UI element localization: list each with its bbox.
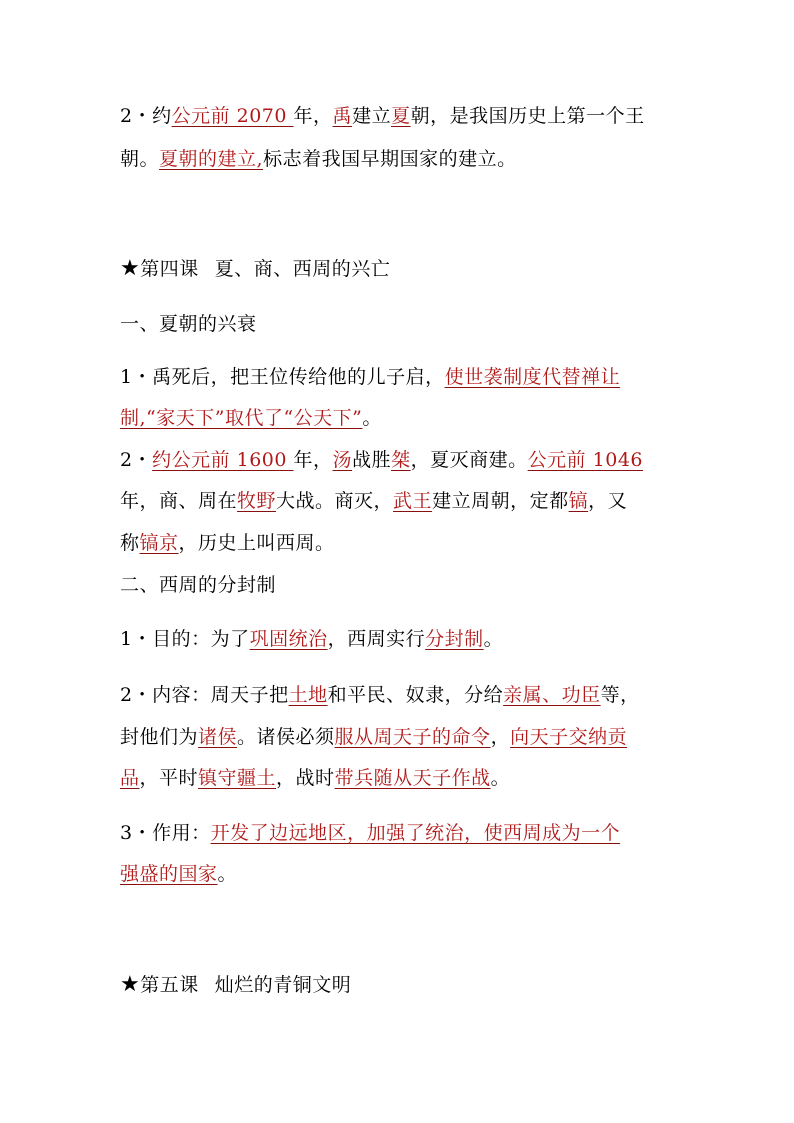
answer-fill: 制,“家天下”取代了“公天下” <box>120 407 363 429</box>
item-text: 年，商、周在 <box>120 490 238 512</box>
item-text: 。 <box>217 863 238 885</box>
answer-fill: 镐 <box>568 490 589 512</box>
p1-item2-line2 <box>120 488 690 514</box>
answer-fill: 武王 <box>393 490 433 512</box>
answer-fill: 夏朝的建立, <box>159 148 264 170</box>
answer-fill: 镐京 <box>139 532 179 554</box>
p1-item2-line1 <box>120 447 690 473</box>
answer-fill: 强盛的国家 <box>120 863 218 885</box>
p2-item3-line2 <box>120 861 690 887</box>
answer-fill: 镇守疆土 <box>198 767 277 789</box>
prev-item2-line1 <box>120 103 690 129</box>
item-text: 。 <box>362 407 382 429</box>
item-text: ，又 <box>588 490 628 512</box>
section-heading-1: 一、夏朝的兴衰 <box>120 313 257 335</box>
item-text: 建立周朝，定都 <box>432 490 569 512</box>
item-text: ， <box>490 726 511 748</box>
lesson5-heading <box>120 972 690 998</box>
p1-item2-line3 <box>120 530 690 556</box>
item-text: 大战。商灭， <box>276 490 394 512</box>
item-text: 。 <box>490 767 511 789</box>
item-text: 等， <box>600 684 640 706</box>
item-text: ，战时 <box>276 767 335 789</box>
item-text: 年， <box>293 449 333 471</box>
star-icon: ★ <box>120 256 141 281</box>
p2-item1-line1 <box>120 626 690 652</box>
item-text: 2・ <box>120 449 153 471</box>
answer-fill: 桀 <box>391 449 411 471</box>
answer-fill: 亲属、功臣 <box>503 684 601 706</box>
answer-fill: 诸侯 <box>198 726 238 748</box>
item-text: 和平民、奴隶，分给 <box>327 684 504 706</box>
item-text: ，历史上叫西周。 <box>178 532 335 554</box>
answer-fill: 汤 <box>332 449 353 471</box>
answer-fill: 开发了边远地区，加强了统治，使西周成为一个 <box>210 822 621 844</box>
item-text: 。 <box>483 628 504 650</box>
p1-item1-line2 <box>120 405 690 431</box>
item-text: 朝。 <box>120 148 160 170</box>
item-text: 3・作用： <box>120 822 211 844</box>
item-text: 1・禹死后，把王位传给他的儿子启， <box>120 366 445 388</box>
item-text: ，西周实行 <box>327 628 426 650</box>
item-text: 年， <box>293 105 333 127</box>
p2-item2-line2 <box>120 724 690 750</box>
answer-fill: 分封制 <box>425 628 484 650</box>
answer-fill: 使世袭制度代替禅让 <box>444 366 621 388</box>
item-text: ，平时 <box>139 767 199 789</box>
item-text: 2・内容：周天子把 <box>120 684 289 706</box>
item-text: 建立 <box>352 105 392 127</box>
p2-item2-line1 <box>120 682 690 708</box>
item-text: 战胜 <box>352 449 392 471</box>
answer-fill: 向天子交纳贡 <box>510 726 628 748</box>
item-text: 1・目的：为了 <box>120 628 250 650</box>
item-text: 封他们为 <box>120 726 199 748</box>
answer-fill: 牧野 <box>237 490 277 512</box>
lesson-title: 灿烂的青铜文明 <box>214 974 352 996</box>
lesson-label: 第四课 <box>140 258 199 280</box>
lesson-label: 第五课 <box>140 974 199 996</box>
lesson4-heading <box>120 256 690 282</box>
answer-fill: 巩固统治 <box>249 628 328 650</box>
answer-fill: 土地 <box>288 684 328 706</box>
answer-fill: 约公元前 1600 <box>152 449 294 471</box>
answer-fill: 禹 <box>332 105 353 127</box>
answer-fill: 品 <box>120 767 140 789</box>
p2-item3-line1 <box>120 820 690 846</box>
star-icon: ★ <box>120 972 141 997</box>
p2-item2-line3 <box>120 765 690 791</box>
section-heading-2: 二、西周的分封制 <box>120 574 277 596</box>
item-text: ，夏灭商建。 <box>410 449 528 471</box>
item-text: 标志着我国早期国家的建立。 <box>263 148 517 170</box>
prev-item2-line2 <box>120 146 690 172</box>
answer-fill: 带兵随从天子作战 <box>334 767 491 789</box>
item-text: 称 <box>120 532 140 554</box>
item-text: 2・约 <box>120 105 172 127</box>
item-text: 朝，是我国历史上第一个王 <box>410 105 645 127</box>
item-text: 。诸侯必须 <box>237 726 335 748</box>
lesson-title: 夏、商、西周的兴亡 <box>214 258 391 280</box>
answer-fill: 公元前 2070 <box>171 105 294 127</box>
answer-fill: 夏 <box>391 105 411 127</box>
answer-fill: 公元前 1046 <box>527 449 644 471</box>
answer-fill: 服从周天子的命令 <box>334 726 491 748</box>
p1-item1-line1 <box>120 364 690 390</box>
